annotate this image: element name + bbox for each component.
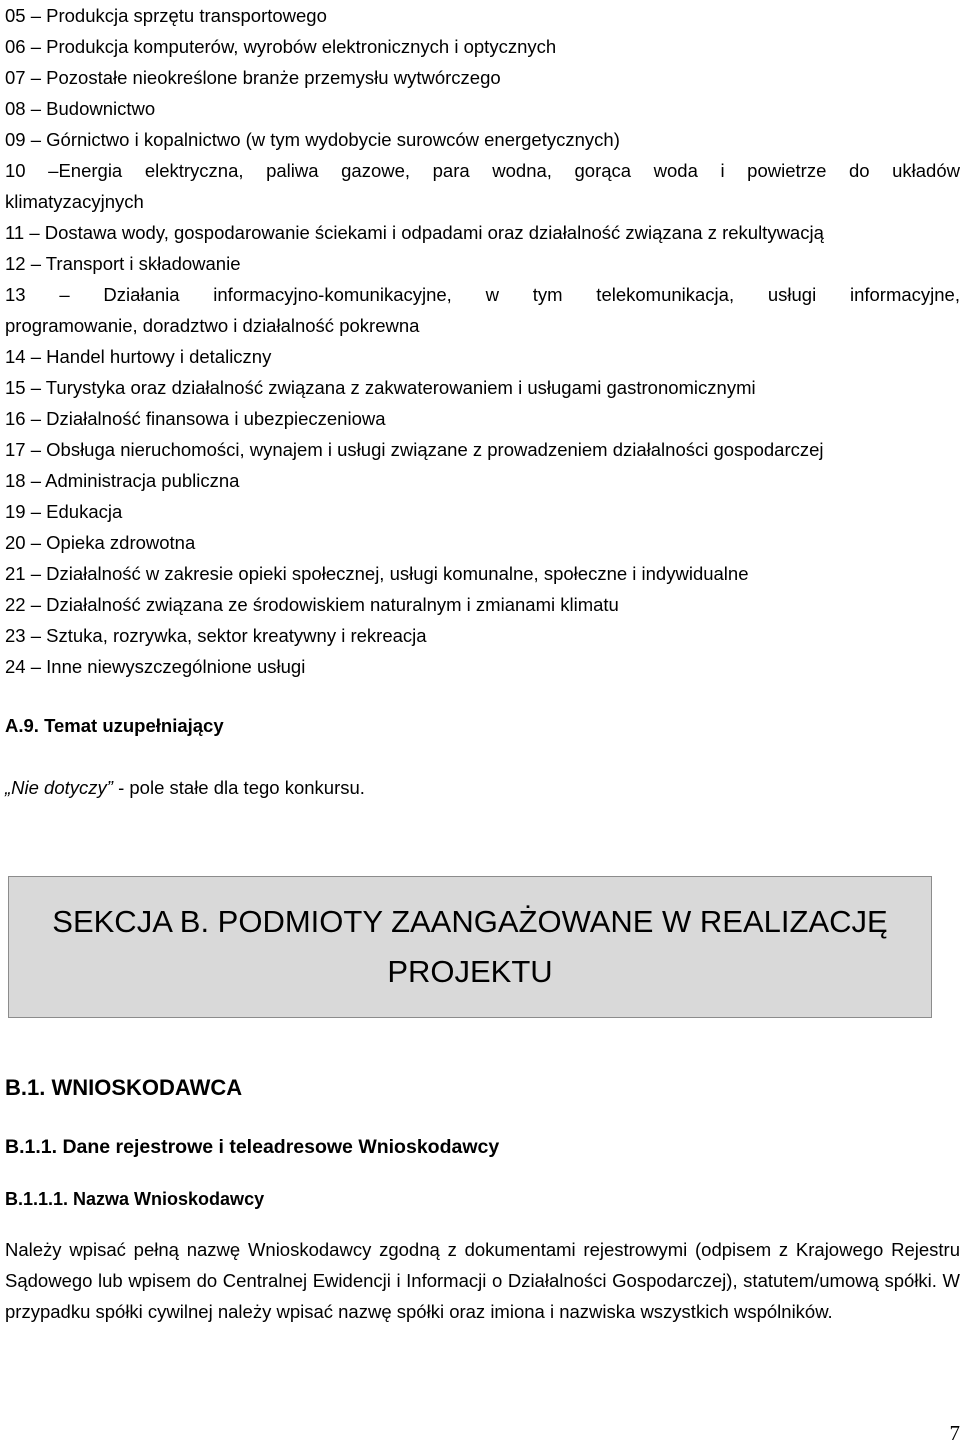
page-number: 7 [949,1421,960,1445]
heading-b11: B.1.1. Dane rejestrowe i teleadresowe Wnioskodawcy [5,1136,500,1158]
list-item: 24 – Inne niewyszczególnione usługi [5,656,306,677]
list-item: 06 – Produkcja komputerów, wyrobów elektronicznych i optycznych [5,36,557,57]
section-b-banner [8,876,932,1018]
a9-note-rest: - pole stałe dla tego konkursu. [112,777,365,798]
list-item: 10 –Energia elektryczna, paliwa gazowe, para wodna, gorąca woda i powietrze do układów [5,160,960,181]
list-item: 14 – Handel hurtowy i detaliczny [5,346,272,367]
list-item: 17 – Obsługa nieruchomości, wynajem i usługi związane z prowadzeniem działalności gospodarczej [5,439,824,460]
list-item: 12 – Transport i składowanie [5,253,241,274]
heading-b111: B.1.1.1. Nazwa Wnioskodawcy [5,1189,265,1209]
list-item: 07 – Pozostałe nieokreślone branże przemysłu wytwórczego [5,67,501,88]
list-item-continuation: programowanie, doradztwo i działalność pokrewna [5,315,420,336]
section-a9-heading: A.9. Temat uzupełniający [5,715,224,736]
list-item: 23 – Sztuka, rozrywka, sektor kreatywny i rekreacja [5,625,427,646]
industry-list [5,0,960,682]
section-b-title-line1: SEKCJA B. PODMIOTY ZAANGAŻOWANE W REALIZACJĘ [52,904,888,939]
list-item: 16 – Działalność finansowa i ubezpieczeniowa [5,408,386,429]
list-item: 19 – Edukacja [5,501,123,522]
list-item: 15 – Turystyka oraz działalność związana z zakwaterowaniem i usługami gastronomicznymi [5,377,756,398]
list-item: 18 – Administracja publiczna [5,470,240,491]
list-item: 21 – Działalność w zakresie opieki społecznej, usługi komunalne, społeczne i indywidualne [5,563,749,584]
list-item: 09 – Górnictwo i kopalnictwo (w tym wydobycie surowców energetycznych) [5,129,620,150]
list-item: 13 – Działania informacyjno-komunikacyjne, w tym telekomunikacja, usługi informacyjne, [5,284,960,305]
list-item: 11 – Dostawa wody, gospodarowanie ściekami i odpadami oraz działalność związana z rekultywacją [5,222,824,243]
list-item: 22 – Działalność związana ze środowiskiem naturalnym i zmianami klimatu [5,594,619,615]
list-item: 20 – Opieka zdrowotna [5,532,196,553]
b111-description: Należy wpisać pełną nazwę Wnioskodawcy zgodną z dokumentami rejestrowymi (odpisem z Krajowego Rejestru Sądowego lub wpisem do Centralnej Ewidencji i Informacji o Działalności Gospodarczej), statutem/umową spółki. W przypadku spółki cywilnej należy wpisać nazwę spółki oraz imiona i nazwiska wszystkich wspólników. [5,1239,960,1322]
list-item-continuation: klimatyzacyjnych [5,191,144,212]
heading-b1: B.1. WNIOSKODAWCA [5,1075,243,1100]
a9-note-italic: „Nie dotyczy” [5,777,113,798]
list-item: 05 – Produkcja sprzętu transportowego [5,5,327,26]
list-item: 08 – Budownictwo [5,98,156,119]
section-b-title-line2: PROJEKTU [387,954,553,989]
a9-note [5,773,365,803]
